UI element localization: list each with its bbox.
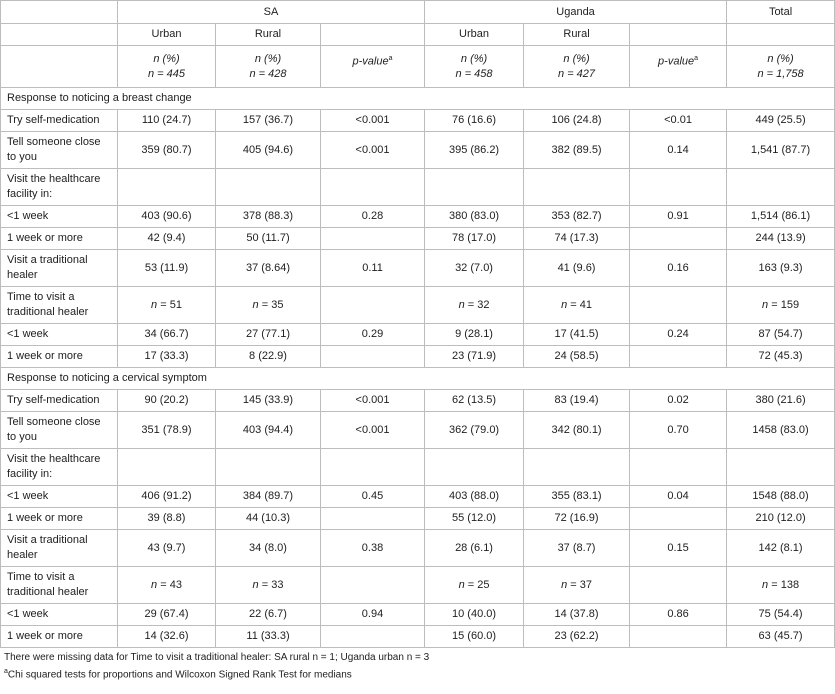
table-cell: 17 (33.3) (118, 346, 216, 368)
table-cell (630, 287, 727, 324)
group-total: Total (727, 1, 835, 24)
row-label: Tell someone close to you (1, 412, 118, 449)
table-cell: 106 (24.8) (524, 110, 630, 132)
row-label: <1 week (1, 486, 118, 508)
total-n: n (%) n = 1,758 (727, 46, 835, 88)
table-cell: 32 (7.0) (425, 250, 524, 287)
table-cell: 42 (9.4) (118, 228, 216, 250)
table-row (1, 346, 835, 368)
table-cell: 384 (89.7) (216, 486, 321, 508)
table-cell (524, 449, 630, 486)
table-cell: 44 (10.3) (216, 508, 321, 530)
footnote-chi: $^a$Chi squared tests for proportions and Wilcoxon Signed Rank Test for medians (4, 668, 352, 681)
table-cell: 14 (37.8) (524, 604, 630, 626)
table-cell: 449 (25.5) (727, 110, 835, 132)
sa-urban-n: n (%) n = 445 (118, 46, 216, 88)
table-cell: 10 (40.0) (425, 604, 524, 626)
table-cell (727, 169, 835, 206)
table-cell: 75 (54.4) (727, 604, 835, 626)
table-body (1, 88, 835, 648)
table-cell: 76 (16.6) (425, 110, 524, 132)
table-cell (630, 567, 727, 604)
table-cell: 403 (94.4) (216, 412, 321, 449)
corner-cell (1, 1, 118, 24)
table-cell (727, 449, 835, 486)
table-row (1, 206, 835, 228)
table-cell: n = 33 (216, 567, 321, 604)
table-row (1, 508, 835, 530)
table-cell (321, 449, 425, 486)
table-cell (321, 169, 425, 206)
n-pct-label: n (%) (460, 52, 488, 65)
table-cell (216, 169, 321, 206)
table-cell: 244 (13.9) (727, 228, 835, 250)
table-row (1, 110, 835, 132)
table-cell: n = 32 (425, 287, 524, 324)
subcol-ug-urban: Urban (425, 24, 524, 46)
pvalue-header-sa: p-value$^a$ (321, 46, 425, 88)
table-cell: 34 (8.0) (216, 530, 321, 567)
n-pct-label: n (%) (563, 52, 590, 65)
table-cell (630, 169, 727, 206)
row-label: Visit a traditional healer (1, 250, 118, 287)
table-cell: 78 (17.0) (425, 228, 524, 250)
table-cell: n = 35 (216, 287, 321, 324)
table-cell: 55 (12.0) (425, 508, 524, 530)
row-label: Visit the healthcare facility in: (1, 169, 118, 206)
table-cell: 37 (8.64) (216, 250, 321, 287)
table-cell: 0.29 (321, 324, 425, 346)
table-cell: 27 (77.1) (216, 324, 321, 346)
pvalue-header-ug: p-value$^a$ (630, 46, 727, 88)
ug-rural-n: n (%) n = 427 (524, 46, 630, 88)
table-cell: 34 (66.7) (118, 324, 216, 346)
section-header (1, 88, 835, 110)
table-cell: 41 (9.6) (524, 250, 630, 287)
table-cell: 17 (41.5) (524, 324, 630, 346)
table-cell: 362 (79.0) (425, 412, 524, 449)
table-cell (630, 626, 727, 648)
table-cell: 0.02 (630, 390, 727, 412)
table-cell: 15 (60.0) (425, 626, 524, 648)
table-cell: 353 (82.7) (524, 206, 630, 228)
footnotes (0, 648, 835, 682)
row-label: <1 week (1, 604, 118, 626)
table-cell (524, 169, 630, 206)
row-label: Try self-medication (1, 110, 118, 132)
table-cell (216, 449, 321, 486)
table-cell: 0.38 (321, 530, 425, 567)
table-row (1, 324, 835, 346)
table-row (1, 412, 835, 449)
table-cell: 163 (9.3) (727, 250, 835, 287)
table-cell (321, 346, 425, 368)
table-header (1, 1, 835, 88)
table-cell: 403 (88.0) (425, 486, 524, 508)
table-cell: 0.28 (321, 206, 425, 228)
table-cell: 43 (9.7) (118, 530, 216, 567)
table-cell (630, 449, 727, 486)
table-cell: 157 (36.7) (216, 110, 321, 132)
table-row (1, 486, 835, 508)
table-cell (630, 508, 727, 530)
table-cell: 50 (11.7) (216, 228, 321, 250)
table-cell: 142 (8.1) (727, 530, 835, 567)
table-cell: 403 (90.6) (118, 206, 216, 228)
table-cell: 24 (58.5) (524, 346, 630, 368)
header-row-n (1, 46, 835, 88)
table-cell: 23 (62.2) (524, 626, 630, 648)
row-label: 1 week or more (1, 626, 118, 648)
table-cell: 378 (88.3) (216, 206, 321, 228)
group-sa: SA (118, 1, 425, 24)
table-row (1, 287, 835, 324)
table-cell (321, 567, 425, 604)
table-cell: 0.70 (630, 412, 727, 449)
table-cell: 145 (33.9) (216, 390, 321, 412)
section-title: Response to noticing a breast change (1, 88, 835, 110)
row-label: Try self-medication (1, 390, 118, 412)
table-cell (321, 287, 425, 324)
table-cell (321, 228, 425, 250)
table-cell: 83 (19.4) (524, 390, 630, 412)
table-cell: 11 (33.3) (216, 626, 321, 648)
header-row-groups (1, 1, 835, 24)
table-cell (321, 626, 425, 648)
row-label: Time to visit a traditional healer (1, 287, 118, 324)
table-cell: 87 (54.7) (727, 324, 835, 346)
table-cell (118, 169, 216, 206)
table-row (1, 250, 835, 287)
table-cell: 359 (80.7) (118, 132, 216, 169)
footnote-missing: There were missing data for Time to visit a traditional healer: SA rural n = 1; Uganda urban n = 3 (4, 652, 430, 663)
table-row (1, 132, 835, 169)
table-cell: 39 (8.8) (118, 508, 216, 530)
n-pct-label: n (%) (767, 52, 794, 65)
row-label: 1 week or more (1, 508, 118, 530)
row-label: 1 week or more (1, 346, 118, 368)
table-cell: 53 (11.9) (118, 250, 216, 287)
table-cell: 74 (17.3) (524, 228, 630, 250)
table-row (1, 567, 835, 604)
table-cell: 0.91 (630, 206, 727, 228)
table-cell: 351 (78.9) (118, 412, 216, 449)
table-cell: 395 (86.2) (425, 132, 524, 169)
table-cell: 380 (83.0) (425, 206, 524, 228)
table-cell: 1,541 (87.7) (727, 132, 835, 169)
ug-urban-n: n (%) n = 458 (425, 46, 524, 88)
table-cell: 0.45 (321, 486, 425, 508)
table-row (1, 530, 835, 567)
subcol-sa-urban: Urban (118, 24, 216, 46)
section-title: Response to noticing a cervical symptom (1, 368, 835, 390)
table-cell: 14 (32.6) (118, 626, 216, 648)
table-cell (321, 508, 425, 530)
table-cell: <0.01 (630, 110, 727, 132)
table-cell: 405 (94.6) (216, 132, 321, 169)
table-cell: <0.001 (321, 412, 425, 449)
subcol-ug-rural: Rural (524, 24, 630, 46)
row-label: 1 week or more (1, 228, 118, 250)
n-pct-label: n (%) (254, 52, 282, 65)
table-cell: <0.001 (321, 390, 425, 412)
table-cell: 37 (8.7) (524, 530, 630, 567)
row-label: Visit the healthcare facility in: (1, 449, 118, 486)
table-cell: 72 (16.9) (524, 508, 630, 530)
table-cell: 0.24 (630, 324, 727, 346)
table-row (1, 228, 835, 250)
table-cell: 72 (45.3) (727, 346, 835, 368)
sa-rural-n: n (%) n = 428 (216, 46, 321, 88)
row-label: Time to visit a traditional healer (1, 567, 118, 604)
table-cell: 382 (89.5) (524, 132, 630, 169)
table-cell: 355 (83.1) (524, 486, 630, 508)
table-cell (630, 228, 727, 250)
table-cell: 0.94 (321, 604, 425, 626)
table-cell (630, 346, 727, 368)
table-cell: 1458 (83.0) (727, 412, 835, 449)
table-cell: <0.001 (321, 132, 425, 169)
row-label: <1 week (1, 206, 118, 228)
table-cell: 0.15 (630, 530, 727, 567)
table-cell: n = 37 (524, 567, 630, 604)
table-row (1, 390, 835, 412)
table-cell: 63 (45.7) (727, 626, 835, 648)
table-cell (425, 449, 524, 486)
table-cell: 9 (28.1) (425, 324, 524, 346)
table-row (1, 169, 835, 206)
table-cell: n = 138 (727, 567, 835, 604)
table-row (1, 604, 835, 626)
table-cell (118, 449, 216, 486)
table-cell: 22 (6.7) (216, 604, 321, 626)
table-cell: 1548 (88.0) (727, 486, 835, 508)
table-cell: 28 (6.1) (425, 530, 524, 567)
table-cell: 342 (80.1) (524, 412, 630, 449)
table-cell: 0.14 (630, 132, 727, 169)
table-cell: n = 25 (425, 567, 524, 604)
table-cell: 29 (67.4) (118, 604, 216, 626)
table-cell: 1,514 (86.1) (727, 206, 835, 228)
table-cell: 0.86 (630, 604, 727, 626)
table-cell: n = 51 (118, 287, 216, 324)
table-cell: 23 (71.9) (425, 346, 524, 368)
n-pct-label: n (%) (153, 52, 180, 65)
table-cell: 90 (20.2) (118, 390, 216, 412)
table-cell (425, 169, 524, 206)
table-cell: n = 159 (727, 287, 835, 324)
row-label: Tell someone close to you (1, 132, 118, 169)
table-cell: 406 (91.2) (118, 486, 216, 508)
group-uganda: Uganda (425, 1, 727, 24)
row-label: Visit a traditional healer (1, 530, 118, 567)
table-cell: n = 41 (524, 287, 630, 324)
section-header (1, 368, 835, 390)
table-cell: 8 (22.9) (216, 346, 321, 368)
table-row (1, 449, 835, 486)
table-row (1, 626, 835, 648)
subcol-sa-rural: Rural (216, 24, 321, 46)
table-cell: 210 (12.0) (727, 508, 835, 530)
table-cell: 62 (13.5) (425, 390, 524, 412)
table-cell: 110 (24.7) (118, 110, 216, 132)
table-cell: 0.16 (630, 250, 727, 287)
row-label: <1 week (1, 324, 118, 346)
header-row-subcols (1, 24, 835, 46)
table-cell: 380 (21.6) (727, 390, 835, 412)
table-cell: 0.04 (630, 486, 727, 508)
table-cell: <0.001 (321, 110, 425, 132)
table-cell: 0.11 (321, 250, 425, 287)
table-cell: n = 43 (118, 567, 216, 604)
